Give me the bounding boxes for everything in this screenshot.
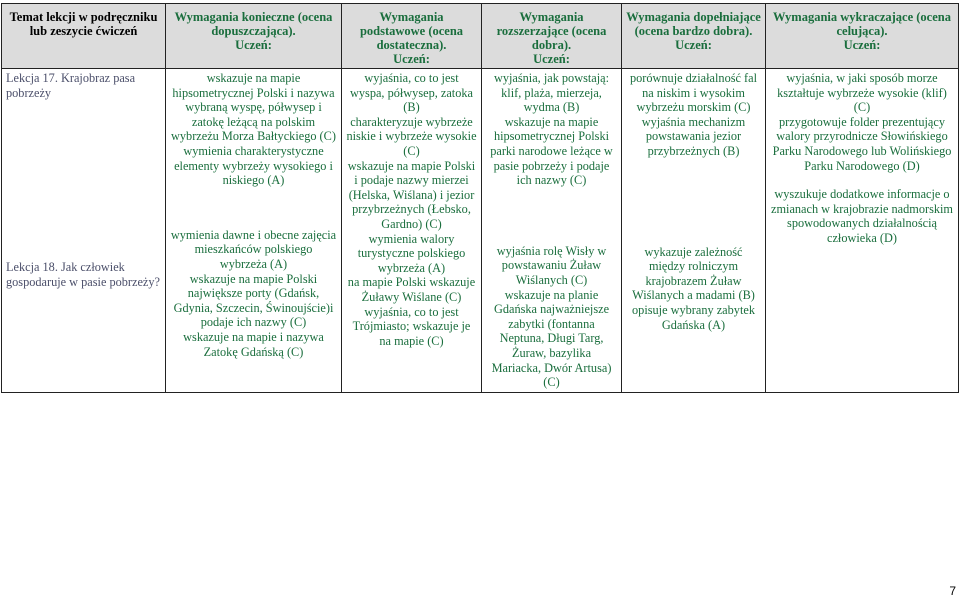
requirement-item: wskazuje na planie Gdańska najważniejsze zabytki (fontanna Neptuna, Długi Targ, Żuraw, bazylika Mariacka, Dwór Artusa) (C) bbox=[491, 287, 612, 390]
header-extended-sub: Uczeń: bbox=[533, 52, 570, 66]
header-necessary-sub: Uczeń: bbox=[235, 38, 272, 52]
requirement-item: wyjaśnia, co to jest Trójmiasto; wskazuje je na mapie (C) bbox=[352, 304, 471, 348]
requirement-item: na mapie Polski wskazuje Żuławy Wiślane (C) bbox=[347, 275, 476, 304]
page-number: 7 bbox=[949, 584, 956, 598]
header-basic-sub: Uczeń: bbox=[393, 52, 430, 66]
header-topic: Temat lekcji w podręczniku lub zeszycie ćwiczeń bbox=[2, 4, 166, 69]
header-extended bbox=[482, 4, 622, 69]
requirement-item: wykazuje zależność między rolniczym krajobrazem Żuław Wiślanych a madami (B) bbox=[632, 244, 755, 303]
requirement-item: charakteryzuje wybrzeże niskie i wybrzeże wysokie (C) bbox=[346, 114, 477, 158]
requirement-item: wskazuje na mapie Polski i podaje nazwy mierzei (Helska, Wiślana) i jezior przybrzeżnych (Łebsko, Gardno) (C) bbox=[347, 158, 476, 231]
requirement-item: wyjaśnia, co to jest wyspa, półwysep, zatoka (B) bbox=[350, 71, 473, 115]
table-header-row bbox=[2, 4, 959, 69]
requirement-item: porównuje działalność fal na niskim i wysokim wybrzeżu morskim (C) bbox=[629, 71, 758, 115]
requirement-item: wskazuje na mapie hipsometrycznej Polski i nazywa wybraną wyspę, półwysep i zatokę leżącą na polskim wybrzeżu Morza Bałtyckiego (C) bbox=[171, 71, 336, 144]
lesson-topic: Lekcja 17. Krajobraz pasa pobrzeży bbox=[6, 71, 136, 100]
requirement-item: opisuje wybrany zabytek Gdańska (A) bbox=[632, 302, 755, 332]
requirement-item: wyjaśnia mechanizm powstawania jezior przybrzeżnych (B) bbox=[641, 114, 746, 158]
header-necessary bbox=[166, 4, 342, 69]
header-supplementary-title: Wymagania dopełniające (ocena bardzo dobra). bbox=[626, 10, 761, 38]
header-beyond bbox=[766, 4, 959, 69]
header-beyond-sub: Uczeń: bbox=[843, 38, 881, 52]
requirement-item: wyjaśnia rolę Wisły w powstawaniu Żuław Wiślanych (C) bbox=[496, 243, 607, 287]
basic-cell bbox=[342, 69, 482, 393]
requirement-item: wyjaśnia, w jaki sposób morze kształtuje wybrzeże wysokie (klif) (C) bbox=[777, 71, 947, 115]
header-basic bbox=[342, 4, 482, 69]
requirements-table bbox=[1, 3, 959, 393]
necessary-cell bbox=[166, 69, 342, 393]
header-extended-title: Wymagania rozszerzające (ocena dobra). bbox=[496, 10, 607, 52]
extended-cell bbox=[482, 69, 622, 393]
header-necessary-title: Wymagania konieczne (ocena dopuszczająca). bbox=[174, 10, 333, 38]
requirement-item: wymienia charakterystyczne elementy wybrzeży wysokiego i niskiego (A) bbox=[174, 143, 333, 188]
header-basic-title: Wymagania podstawowe (ocena dostateczna). bbox=[359, 10, 464, 52]
requirement-item: wymienia dawne i obecne zajęcia mieszkańców polskiego wybrzeża (A) bbox=[170, 227, 337, 271]
requirement-item: wskazuje na mapie Polski największe porty (Gdańsk, Gdynia, Szczecin, Świnoujście)i podaje ich nazwy (C) bbox=[173, 271, 334, 330]
header-beyond-title: Wymagania wykraczające (ocena celująca). bbox=[773, 10, 951, 38]
requirement-item: wyjaśnia, jak powstają: klif, plaża, mierzeja, wydma (B) bbox=[493, 71, 610, 115]
topic-cell bbox=[2, 69, 166, 393]
requirement-item: przygotowuje folder prezentujący walory przyrodnicze Słowińskiego Parku Narodowego lub Wolińskiego Parku Narodowego (D) bbox=[772, 114, 952, 173]
lesson-topic: Lekcja 18. Jak człowiek gospodaruje w pasie pobrzeży? bbox=[6, 260, 160, 289]
header-supplementary-sub: Uczeń: bbox=[675, 38, 712, 52]
requirement-item: wskazuje na mapie hipsometrycznej Polski parki narodowe leżące w pasie pobrzeży i podaje ich nazwy (C) bbox=[490, 114, 613, 188]
requirement-item: wskazuje na mapie i nazywa Zatokę Gdańską (C) bbox=[183, 329, 324, 359]
beyond-cell bbox=[766, 69, 959, 393]
requirement-item: wymienia walory turystyczne polskiego wybrzeża (A) bbox=[357, 231, 466, 275]
header-supplementary bbox=[622, 4, 766, 69]
supplementary-cell bbox=[622, 69, 766, 393]
requirement-item: wyszukuje dodatkowe informacje o zmianach w krajobrazie nadmorskim spowodowanych działalnością człowieka (D) bbox=[771, 187, 953, 245]
table-row bbox=[2, 69, 959, 393]
